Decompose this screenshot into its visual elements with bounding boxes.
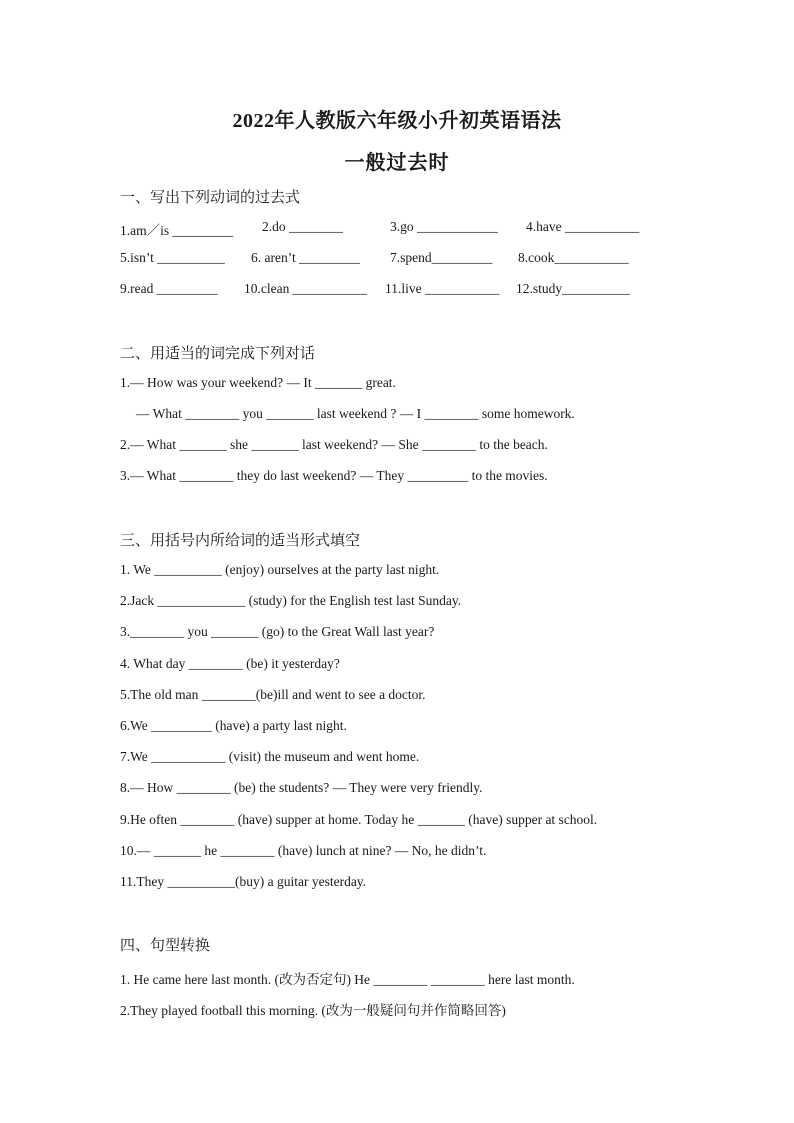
exercise-line: 2.— What _______ she _______ last weekend? — She ________ to the beach.: [120, 437, 548, 452]
exercise-line: 11.They __________(buy) a guitar yesterday.: [120, 874, 367, 889]
exercise-line: 3.— What ________ they do last weekend? — They _________ to the movies.: [120, 468, 548, 483]
exercise-line: 4. What day ________ (be) it yesterday?: [120, 656, 340, 671]
exercise-line: 2.Jack _____________ (study) for the English test last Sunday.: [120, 593, 462, 608]
exercise-line: 10.— _______ he ________ (have) lunch at nine? — No, he didn’t.: [120, 843, 487, 858]
verb-item: 12.study__________: [516, 281, 630, 296]
exercise-line: 1. We __________ (enjoy) ourselves at the party last night.: [120, 562, 440, 577]
verb-item: 11.live ___________: [385, 281, 500, 296]
verb-item: 2.do ________: [262, 219, 343, 234]
verb-item: 7.spend_________: [390, 250, 493, 265]
exercise-line: 6.We _________ (have) a party last night.: [120, 718, 347, 733]
verb-item: 8.cook___________: [518, 250, 629, 265]
verb-item: 6. aren’t _________: [251, 250, 360, 265]
section-heading-2: 二、用适当的词完成下列对话: [120, 344, 316, 362]
exercise-line: 1.— How was your weekend? — It _______ great.: [120, 375, 396, 390]
section-heading-4: 四、句型转换: [120, 936, 211, 954]
verb-item: 10.clean ___________: [244, 281, 367, 296]
section-heading-3: 三、用括号内所给词的适当形式填空: [120, 531, 361, 549]
exercise-line: 8.— How ________ (be) the students? — They were very friendly.: [120, 780, 483, 795]
exercise-line: 9.He often ________ (have) supper at home. Today he _______ (have) supper at school.: [120, 812, 598, 827]
exercise-line: 7.We ___________ (visit) the museum and went home.: [120, 749, 420, 764]
exercise-line: 2.They played football this morning. (改为一般疑问句并作简略回答): [120, 1003, 506, 1018]
verb-item: 1.am／is _________: [120, 223, 234, 238]
page-title: 2022年人教版六年级小升初英语语法: [232, 110, 562, 132]
exercise-line: 3.________ you _______ (go) to the Great Wall last year?: [120, 624, 435, 639]
section-heading-1: 一、写出下列动词的过去式: [120, 188, 301, 206]
verb-item: 4.have ___________: [526, 219, 640, 234]
verb-item: 3.go ____________: [390, 219, 498, 234]
exercise-line: 5.The old man ________(be)ill and went to see a doctor.: [120, 687, 426, 702]
verb-item: 9.read _________: [120, 281, 218, 296]
exercise-line: — What ________ you _______ last weekend ? — I ________ some homework.: [136, 406, 575, 421]
verb-item: 5.isn’t __________: [120, 250, 225, 265]
page-subtitle: 一般过去时: [344, 152, 450, 174]
exercise-line: 1. He came here last month. (改为否定句) He ________ ________ here last month.: [120, 972, 575, 987]
